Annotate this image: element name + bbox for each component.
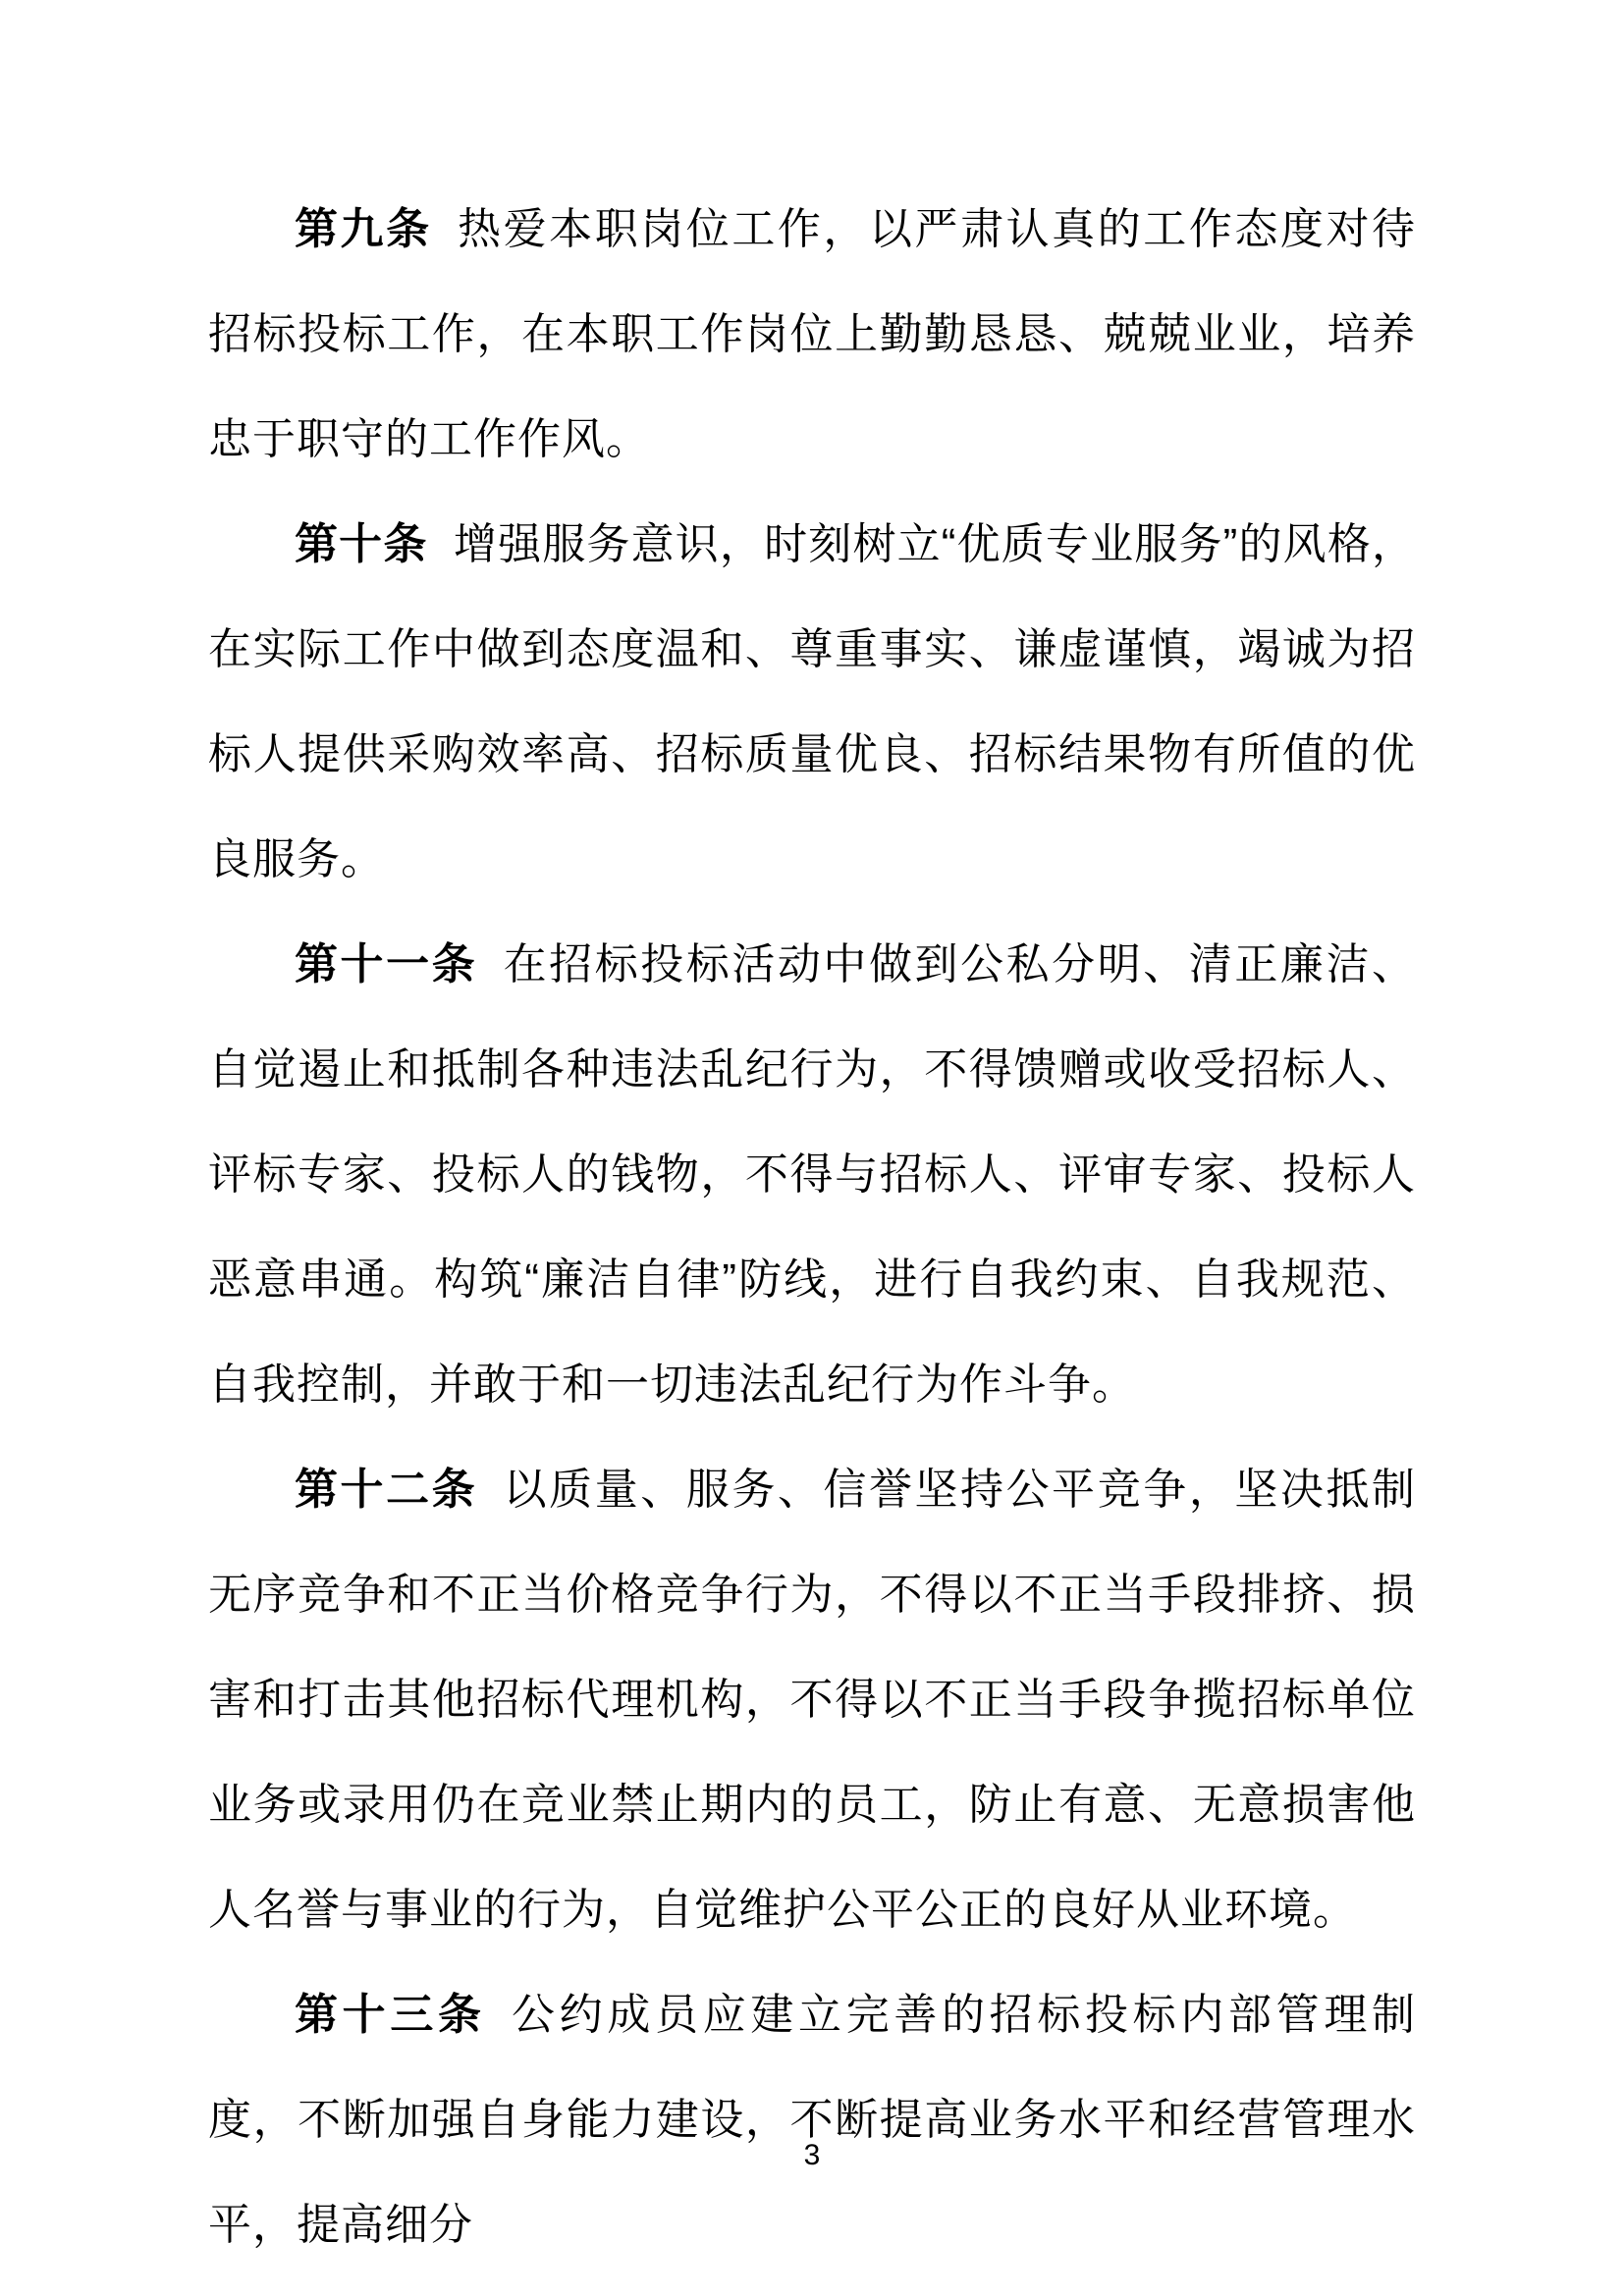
- article-text: 在招标投标活动中做到公私分明、清正廉洁、自觉遏止和抵制各种违法乱纪行为，不得馈赠或收受招标人、评标专家、投标人的钱物，不得与招标人、评审专家、投标人恶意串通。构筑“廉洁自律”防线，进行自我约束、自我规范、自我控制，并敢于和一切违法乱纪行为作斗争。: [208, 940, 1417, 1409]
- article-text: 增强服务意识，时刻树立“优质专业服务”的风格，在实际工作中做到态度温和、尊重事实、谦虚谨慎，竭诚为招标人提供采购效率高、招标质量优良、招标结果物有所值的优良服务。: [208, 520, 1416, 883]
- article-text: 公约成员应建立完善的招标投标内部管理制度，不断加强自身能力建设，不断提高业务水平和经营管理水平，提高细分: [208, 1991, 1416, 2249]
- page-number: 3: [803, 2139, 821, 2171]
- article-paragraph: [208, 1962, 1416, 2277]
- article-number: 第十二条: [295, 1466, 478, 1514]
- article-paragraph: [208, 912, 1416, 1437]
- article-number: 第九条: [295, 205, 432, 253]
- article-paragraph: [208, 492, 1416, 912]
- article-number: 第十条: [295, 520, 428, 568]
- document-body: [208, 177, 1416, 2277]
- article-text: 热爱本职岗位工作，以严肃认真的工作态度对待招标投标工作，在本职工作岗位上勤勤恳恳、兢兢业业，培养忠于职守的工作作风。: [208, 205, 1417, 463]
- article-number: 第十一条: [295, 940, 478, 988]
- article-text: 以质量、服务、信誉坚持公平竞争，坚决抵制无序竞争和不正当价格竞争行为，不得以不正当手段排挤、损害和打击其他招标代理机构，不得以不正当手段争揽招标单位业务或录用仍在竞业禁止期内的员工，防止有意、无意损害他人名誉与事业的行为，自觉维护公平公正的良好从业环境。: [208, 1466, 1417, 1934]
- article-paragraph: [208, 177, 1416, 492]
- article-paragraph: [208, 1437, 1416, 1962]
- page-footer: [0, 2138, 1624, 2173]
- article-number: 第十三条: [295, 1991, 486, 2039]
